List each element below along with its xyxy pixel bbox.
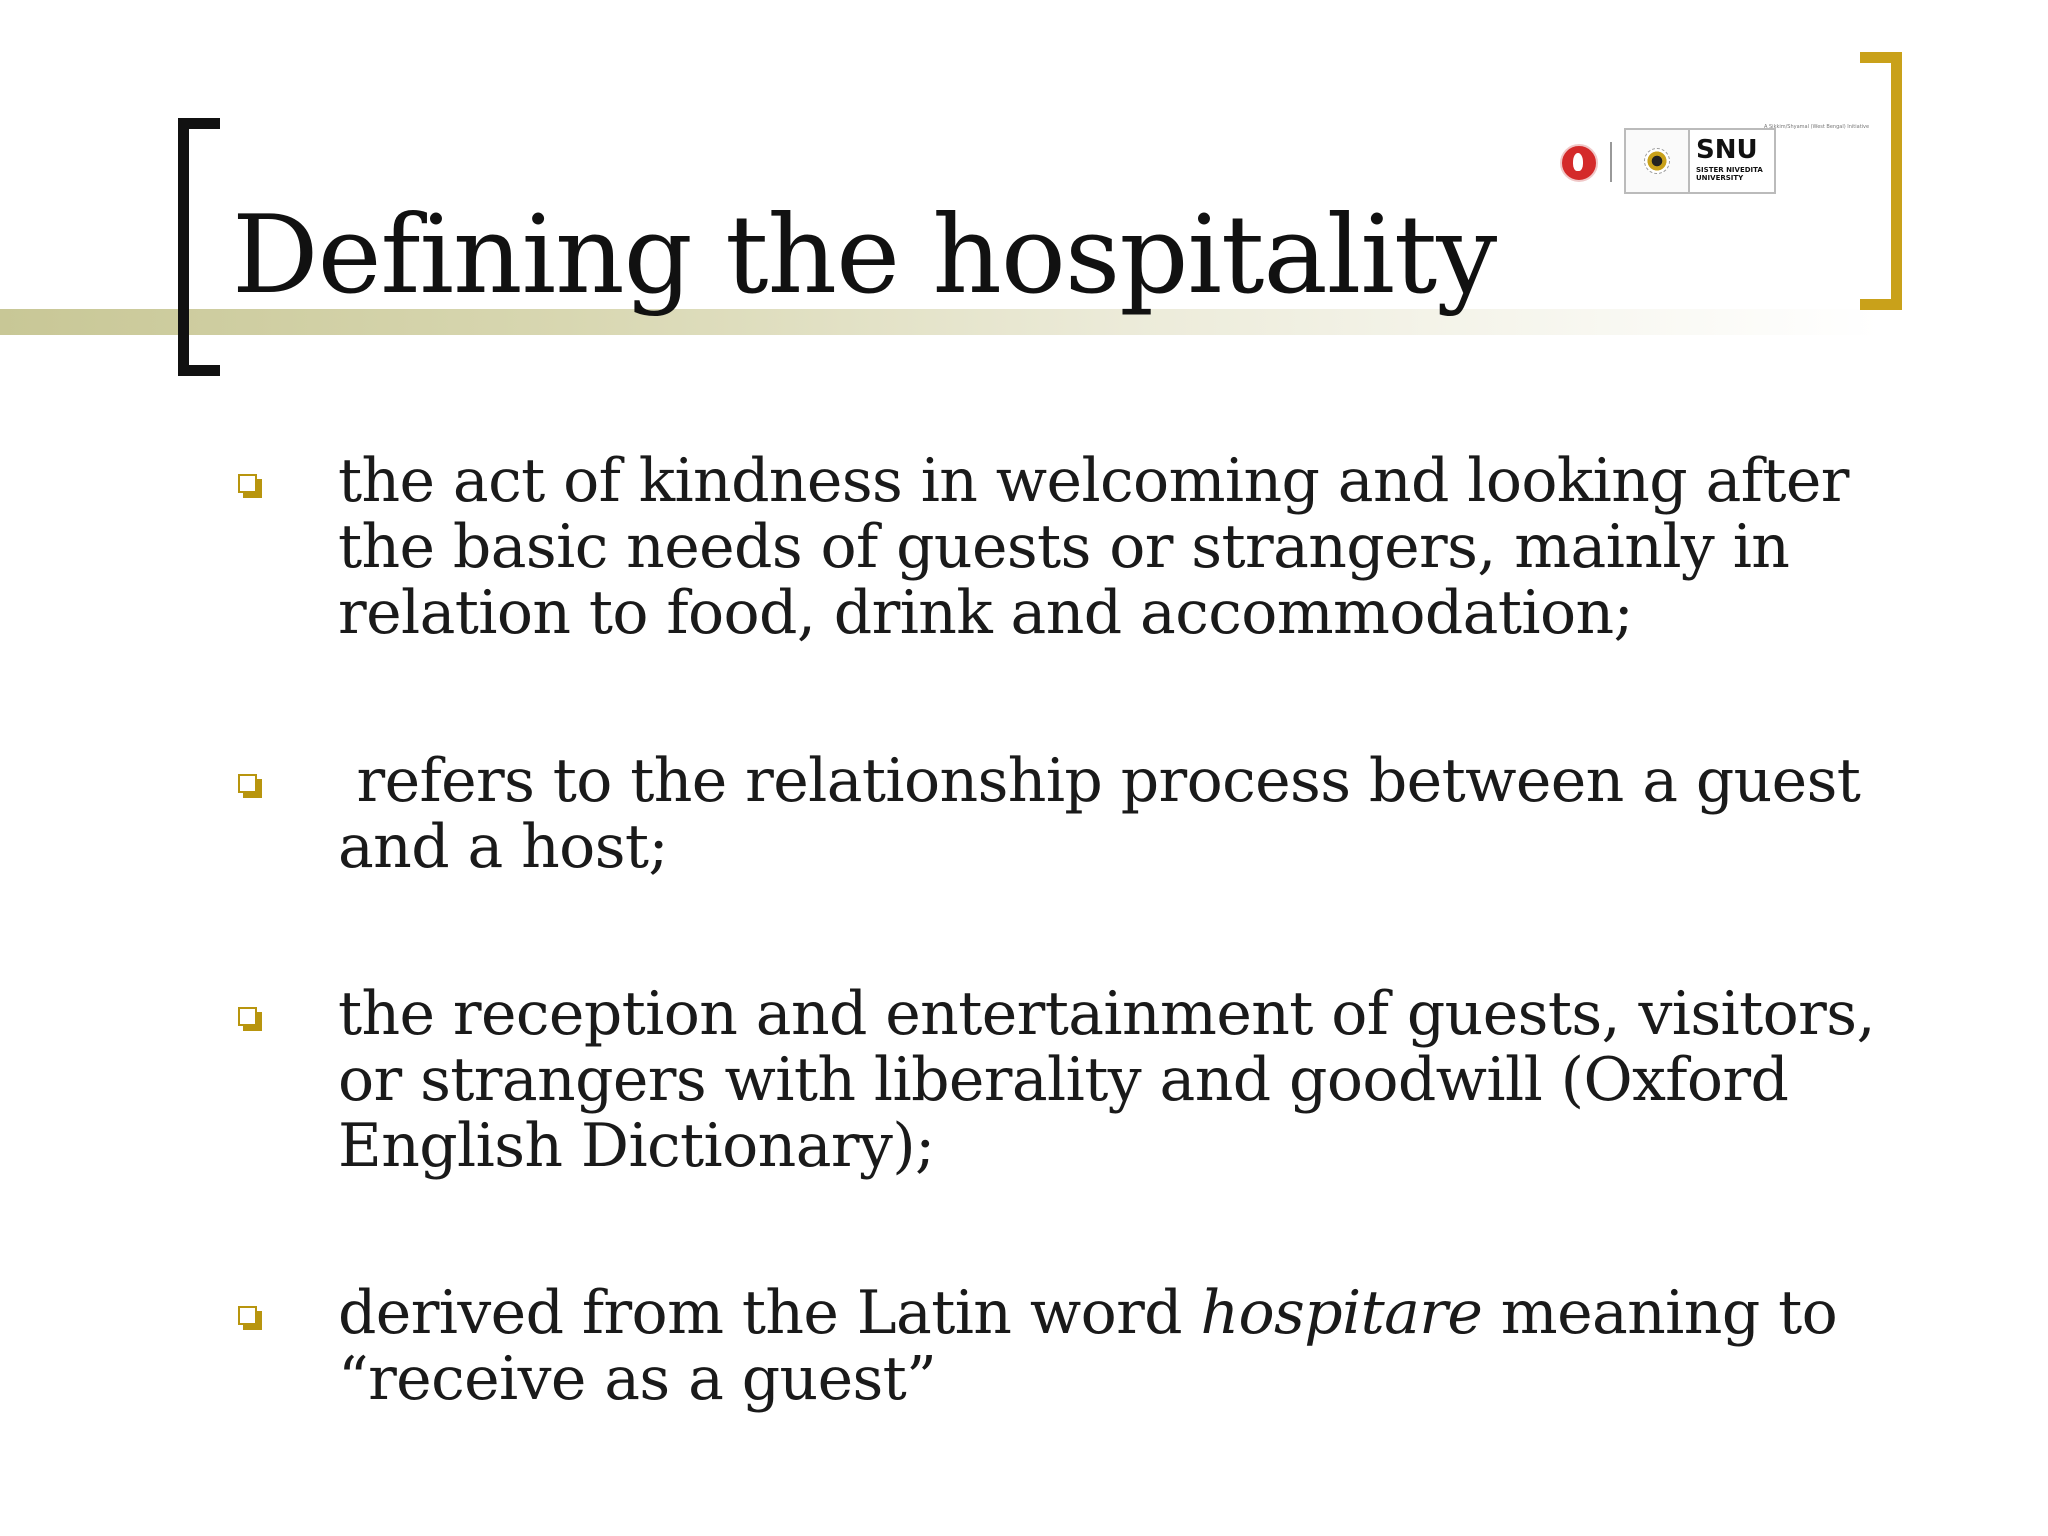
checkbox-bullet-icon bbox=[238, 1306, 262, 1330]
snu-logo-text: SNU bbox=[1696, 135, 1758, 165]
bullet-text bbox=[338, 1280, 1898, 1412]
bullet-text-italic-term: hospitare bbox=[1200, 1278, 1483, 1348]
snu-tagline: A Sikkim/Shyamal (West Bengal) Initiative bbox=[1764, 124, 1870, 130]
bullet-text-after: meaning to “receive as a guest” bbox=[338, 1278, 1856, 1414]
snu-logo-subtitle: SISTER NIVEDITA UNIVERSITY bbox=[1696, 166, 1763, 182]
checkbox-bullet-icon bbox=[238, 774, 262, 798]
bullet-text: the reception and entertainment of guests, visitors, or strangers with liberality and goodwill (Oxford English Dictionary); bbox=[338, 979, 1875, 1181]
slide-title: Defining the hospitality bbox=[232, 193, 1497, 318]
checkbox-bullet-icon bbox=[238, 1007, 262, 1031]
bullet-text-before: derived from the Latin word bbox=[338, 1278, 1201, 1348]
checkbox-bullet-icon bbox=[238, 474, 262, 498]
bullet-text: the act of kindness in welcoming and looking after the basic needs of guests or strangers, mainly in relation to food, drink and accommodation; bbox=[338, 446, 1849, 648]
bullet-text: refers to the relationship process between a guest and a host; bbox=[338, 746, 1879, 882]
